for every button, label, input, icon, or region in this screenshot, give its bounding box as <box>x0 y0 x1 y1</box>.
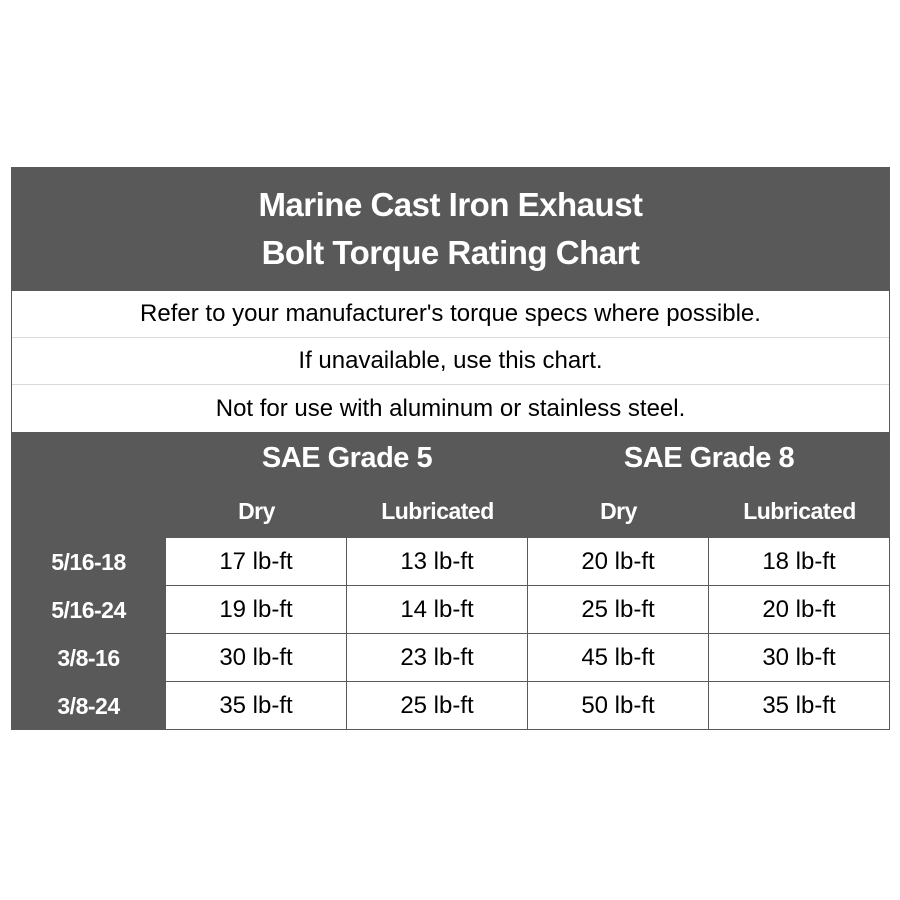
torque-cell: 20 lb-ft <box>528 538 709 586</box>
grade-header-sae-grade-5: SAE Grade 5 <box>261 442 433 474</box>
torque-cell: 13 lb-ft <box>347 538 528 586</box>
note-row-3: Not for use with aluminum or stainless steel. <box>215 394 686 422</box>
torque-cell: 35 lb-ft <box>709 682 890 730</box>
sub-header-grade8-dry: Dry <box>600 498 637 524</box>
torque-cell: 35 lb-ft <box>166 682 347 730</box>
chart-title-band <box>11 167 890 291</box>
chart-title-line2: Bolt Torque Rating Chart <box>261 234 640 271</box>
torque-cell: 19 lb-ft <box>166 586 347 634</box>
note-row-2: If unavailable, use this chart. <box>12 338 889 385</box>
torque-cell: 14 lb-ft <box>347 586 528 634</box>
note-row-1: Refer to your manufacturer's torque specs where possible. <box>12 291 889 338</box>
sub-header-grade5-dry: Dry <box>238 498 275 524</box>
table-row <box>11 586 890 634</box>
sub-header-grade8-lubricated: Lubricated <box>743 498 856 524</box>
table-row <box>11 634 890 682</box>
sub-header-spacer <box>11 485 166 538</box>
grade-header-sae-grade-8: SAE Grade 8 <box>623 442 795 474</box>
torque-cell: 23 lb-ft <box>347 634 528 682</box>
notes-section <box>11 291 890 432</box>
row-label: 5/16-24 <box>11 586 166 634</box>
table-row <box>11 682 890 730</box>
torque-cell: 50 lb-ft <box>528 682 709 730</box>
torque-rating-chart <box>11 167 890 730</box>
header-band <box>11 432 890 538</box>
grade-header-spacer <box>11 432 166 485</box>
torque-cell: 20 lb-ft <box>709 586 890 634</box>
grade-header-row <box>11 432 890 485</box>
row-label: 3/8-24 <box>11 682 166 730</box>
torque-cell: 25 lb-ft <box>528 586 709 634</box>
torque-cell: 18 lb-ft <box>709 538 890 586</box>
table-row <box>11 538 890 586</box>
torque-cell: 25 lb-ft <box>347 682 528 730</box>
torque-cell: 45 lb-ft <box>528 634 709 682</box>
chart-title-line1: Marine Cast Iron Exhaust <box>258 186 643 224</box>
row-label: 5/16-18 <box>11 538 166 586</box>
torque-cell: 30 lb-ft <box>709 634 890 682</box>
sub-header-row <box>11 485 890 538</box>
torque-cell: 30 lb-ft <box>166 634 347 682</box>
sub-header-grade5-lubricated: Lubricated <box>381 498 494 524</box>
torque-cell: 17 lb-ft <box>166 538 347 586</box>
row-label: 3/8-16 <box>11 634 166 682</box>
